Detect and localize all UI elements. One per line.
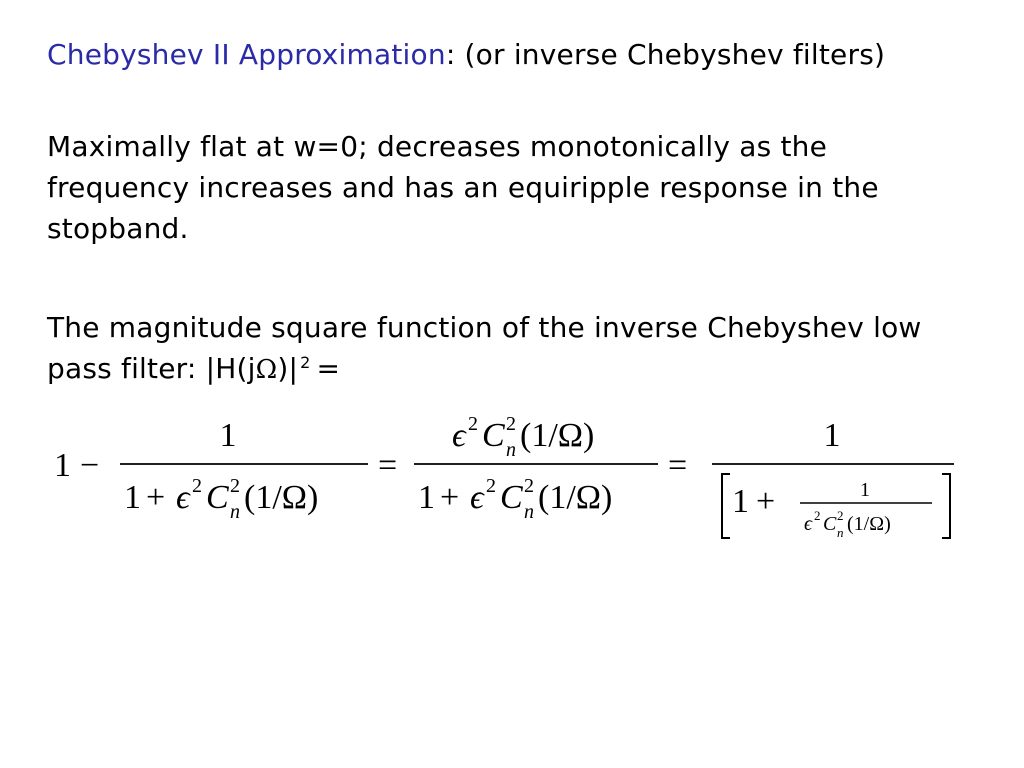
eq-d1-epsilon: ϵ (176, 479, 190, 516)
eq-d2-eps-sq: 2 (486, 475, 496, 497)
eq-d3-C-sq: 2 (837, 508, 844, 523)
eq-d3-eps-sq: 2 (814, 508, 821, 523)
eq-minus: − (80, 447, 100, 484)
eq-d1-arg: (1/Ω) (244, 479, 319, 516)
eq-d1-n: n (230, 501, 240, 523)
eq-frac1-denominator (124, 475, 318, 523)
eq-d1-eps-sq: 2 (192, 475, 202, 497)
magnitude-text: The magnitude square function of the inverse Chebyshev low pass filter: |H(j (47, 311, 922, 385)
eq-d3-arg: (1/Ω) (847, 513, 891, 535)
magnitude-paragraph (47, 307, 977, 393)
eq-d1-plus: + (146, 479, 166, 516)
eq-frac3-denominator (722, 474, 950, 540)
eq-right-bracket (942, 474, 950, 538)
eq-n2-n: n (506, 439, 516, 461)
omega-symbol: Ω (255, 355, 278, 385)
eq-n2-arg: (1/Ω) (520, 417, 595, 454)
eq-d2-C: C (500, 479, 523, 516)
description-paragraph: Maximally flat at w=0; decreases monotonically as the frequency increases and has an equiripple response in the stopband. (47, 130, 879, 245)
eq-d3-epsilon: ϵ (804, 513, 813, 535)
eq-d3-C: C (823, 513, 837, 535)
eq-d3-plus: + (756, 483, 776, 520)
heading-paragraph (47, 34, 977, 75)
eq-n2-epsilon: ϵ (452, 417, 466, 454)
eq-one-lead: 1 (54, 447, 71, 484)
eq-d3-inner-den (804, 508, 891, 540)
eq-frac2-numerator (452, 413, 594, 461)
eq-d2-plus: + (440, 479, 460, 516)
eq-frac2-denominator (418, 475, 612, 523)
magnitude-close: )| (277, 352, 299, 385)
eq-n2-C: C (482, 417, 505, 454)
eq-d3-one: 1 (732, 483, 749, 520)
title-subtitle: (or inverse Chebyshev filters) (455, 38, 886, 71)
eq-frac1-numerator: 1 (219, 417, 237, 454)
eq-left-bracket (722, 474, 730, 538)
eq-d2-C-sq: 2 (524, 475, 534, 497)
eq-equals-1: = (378, 447, 398, 484)
eq-n2-C-sq: 2 (506, 413, 516, 435)
eq-d1-one: 1 (124, 479, 141, 516)
eq-d2-arg: (1/Ω) (538, 479, 613, 516)
eq-d2-one: 1 (418, 479, 435, 516)
eq-d2-epsilon: ϵ (470, 479, 484, 516)
eq-d2-n: n (524, 501, 534, 523)
title-colon: : (445, 38, 456, 71)
eq-frac3-numerator: 1 (823, 417, 841, 454)
eq-equals-2: = (668, 447, 688, 484)
magnitude-equation (40, 400, 980, 560)
magnitude-equals: = (316, 352, 341, 385)
eq-d1-C-sq: 2 (230, 475, 240, 497)
eq-d3-n: n (837, 525, 844, 540)
slide-title: Chebyshev II Approximation (47, 38, 446, 71)
eq-d1-C: C (206, 479, 229, 516)
eq-d3-inner-num: 1 (860, 479, 870, 501)
eq-n2-eps-sq: 2 (468, 413, 478, 435)
magnitude-exponent: 2 (300, 353, 311, 372)
